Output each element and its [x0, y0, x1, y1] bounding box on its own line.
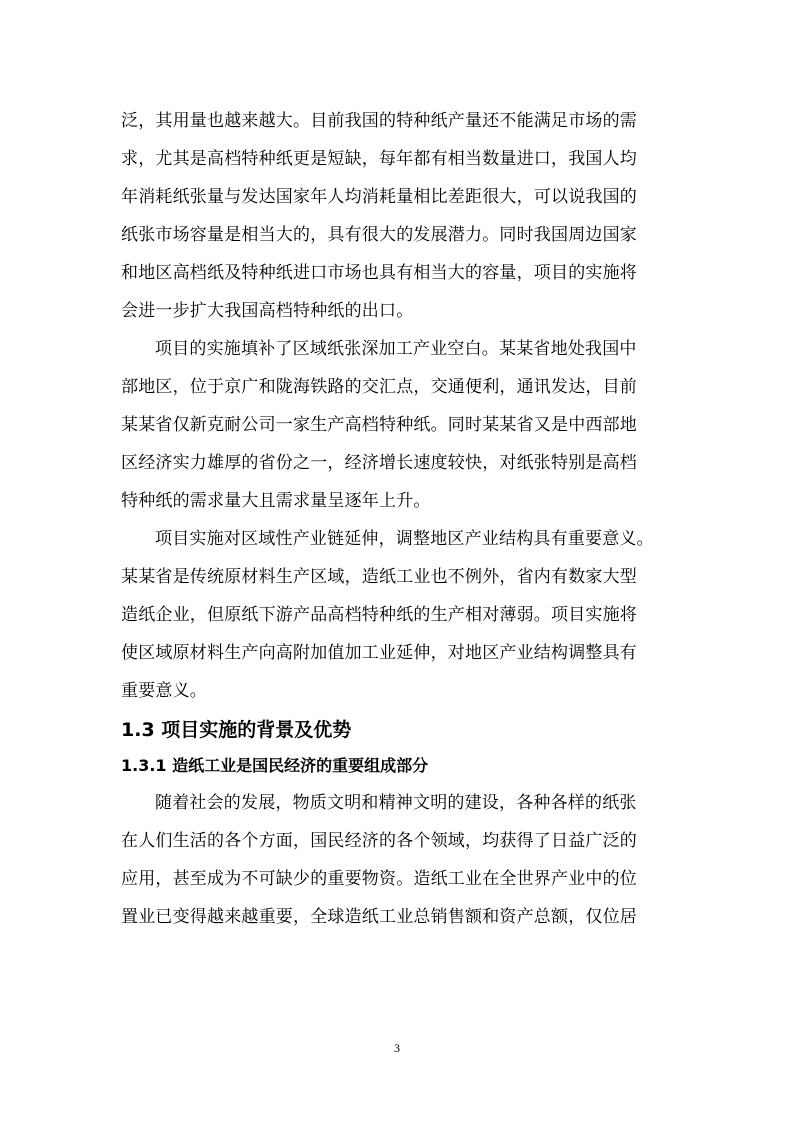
paragraph-1	[121, 102, 685, 330]
text-line: 在人们生活的各个方面，国民经济的各个领域，均获得了日益广泛的	[121, 831, 637, 851]
section-heading: 1.3 项目实施的背景及优势	[121, 719, 352, 741]
text-line: 特种纸的需求量大且需求量呈逐年上升。	[121, 491, 431, 511]
text-line: 置业已变得越来越重要，全球造纸工业总销售额和资产总额，仅位居	[121, 907, 637, 927]
paragraph-4	[121, 784, 685, 936]
text-line: 应用，甚至成为不可缺少的重要物资。造纸工业在全世界产业中的位	[121, 869, 637, 889]
text-line: 使区域原材料生产向高附加值加工业延伸，对地区产业结构调整具有	[121, 643, 637, 663]
paragraph-3	[121, 520, 685, 710]
text-line: 纸张市场容量是相当大的，具有很大的发展潜力。同时我国周边国家	[121, 225, 637, 245]
text-line: 泛，其用量也越来越大。目前我国的特种纸产量还不能满足市场的需	[121, 111, 637, 131]
paragraph-2	[121, 330, 685, 520]
document-body	[121, 102, 685, 936]
text-line: 部地区，位于京广和陇海铁路的交汇点，交通便利，通讯发达，目前	[121, 377, 637, 397]
text-line: 会进一步扩大我国高档特种纸的出口。	[121, 301, 414, 321]
page-number: 3	[394, 1041, 400, 1055]
text-line: 区经济实力雄厚的省份之一，经济增长速度较快，对纸张特别是高档	[121, 453, 637, 473]
text-line: 年消耗纸张量与发达国家年人均消耗量相比差距很大，可以说我国的	[121, 187, 637, 207]
text-line: 某某省是传统原材料生产区域，造纸工业也不例外，省内有数家大型	[121, 567, 637, 587]
text-line: 求，尤其是高档特种纸更是短缺，每年都有相当数量进口，我国人均	[121, 149, 637, 169]
text-line: 重要意义。	[121, 681, 207, 701]
text-line: 项目实施对区域性产业链延伸，调整地区产业结构具有重要意义。	[155, 529, 654, 549]
subsection-heading: 1.3.1 造纸工业是国民经济的重要组成部分	[121, 756, 429, 775]
text-line: 和地区高档纸及特种纸进口市场也具有相当大的容量，项目的实施将	[121, 263, 637, 283]
text-line: 造纸企业，但原纸下游产品高档特种纸的生产相对薄弱。项目实施将	[121, 605, 637, 625]
text-line: 项目的实施填补了区域纸张深加工产业空白。某某省地处我国中	[155, 339, 637, 359]
text-line: 随着社会的发展，物质文明和精神文明的建设，各种各样的纸张	[155, 793, 637, 813]
text-line: 某某省仅新克耐公司一家生产高档特种纸。同时某某省又是中西部地	[121, 415, 637, 435]
